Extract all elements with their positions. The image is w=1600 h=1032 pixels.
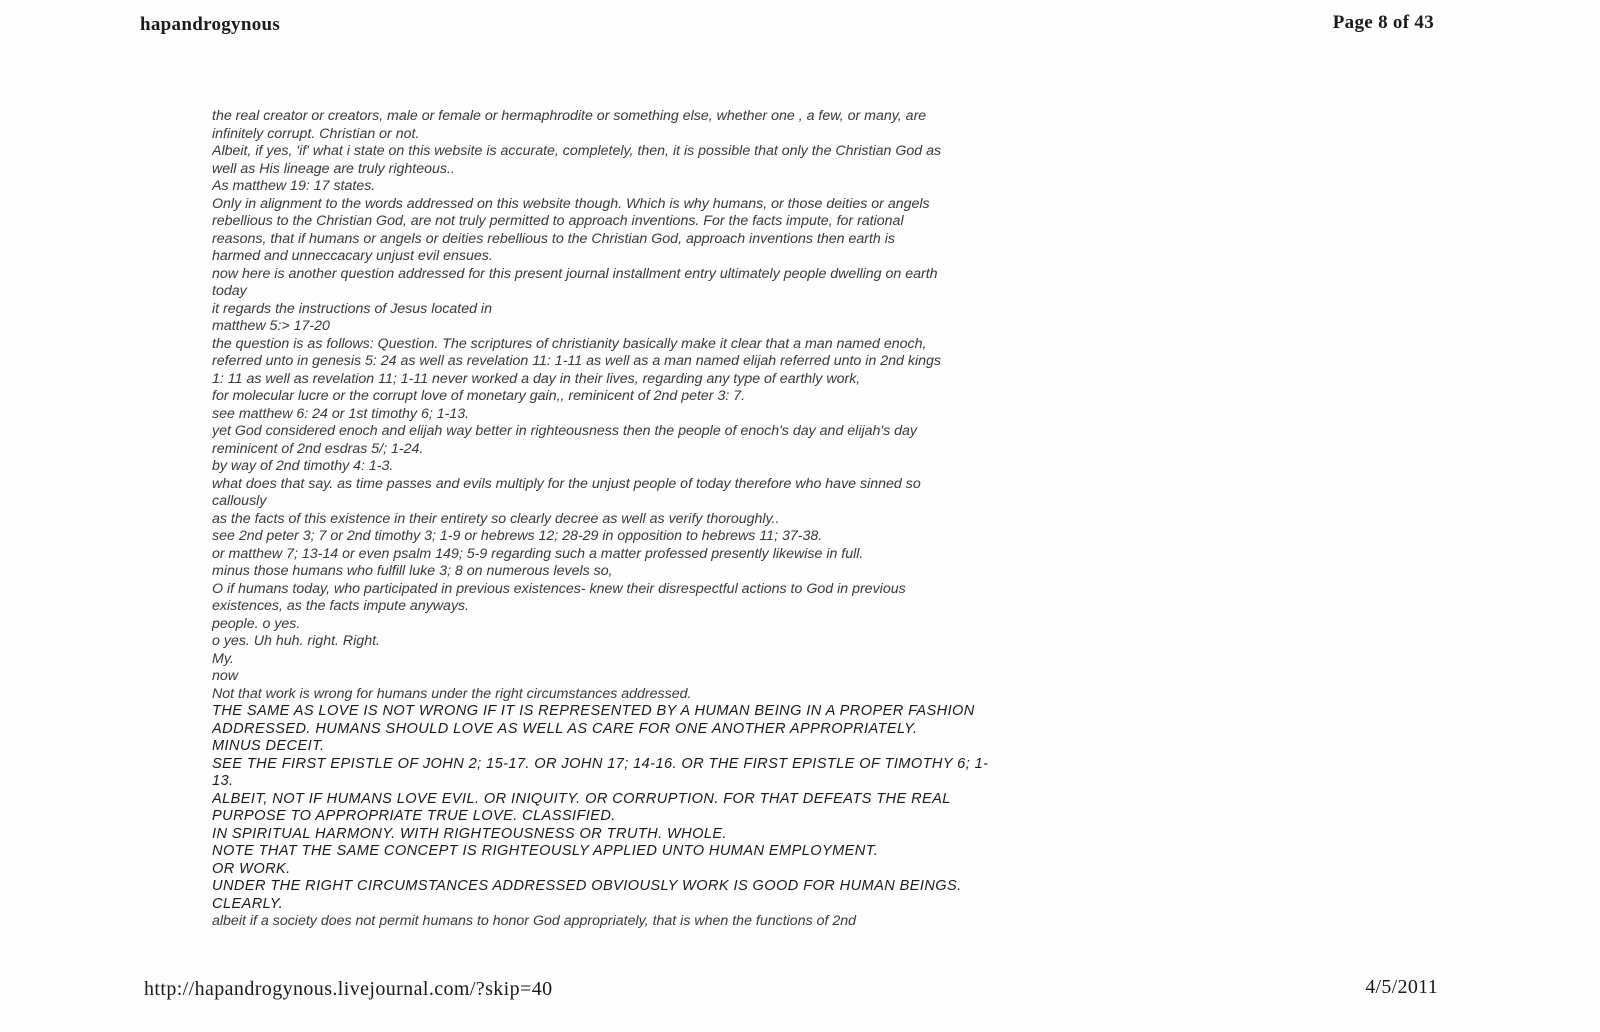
- body-line: see 2nd peter 3; 7 or 2nd timothy 3; 1-9 or hebrews 12; 28-29 in opposition to hebrews 11; 37-38.: [212, 528, 823, 544]
- body-caps-line: IN SPIRITUAL HARMONY. WITH RIGHTEOUSNESS OR TRUTH. WHOLE.: [212, 825, 727, 842]
- body-line: reasons, that if humans or angels or deities rebellious to the Christian God, approach inventions then earth is: [212, 230, 895, 247]
- body-line: the real creator or creators, male or female or hermaphrodite or something else, whether one , a few, or many, are: [212, 108, 927, 124]
- body-line: as the facts of this existence in their entirety so clearly decree as well as verify thoroughly..: [212, 510, 780, 527]
- body-line: the question is as follows: Question. The scriptures of christianity basically make it clear that a man named enoch,: [212, 335, 927, 352]
- header-site-name: hapandrogynous: [140, 14, 281, 35]
- body-line: by way of 2nd timothy 4: 1-3.: [212, 458, 394, 474]
- body-caps-line: 13.: [212, 773, 234, 789]
- body-caps-line: THE SAME AS LOVE IS NOT WRONG IF IT IS REPRESENTED BY A HUMAN BEING IN A PROPER FASHION: [212, 703, 975, 719]
- body-line: what does that say. as time passes and evils multiply for the unjust people of today therefore who have sinned so: [212, 475, 921, 492]
- body-line: reminicent of 2nd esdras 5/; 1-24.: [212, 440, 424, 457]
- body-line: referred unto in genesis 5: 24 as well as revelation 11: 1-11 as well as a man named elijah referred unto in 2nd kings: [212, 353, 941, 369]
- body-line: My.: [212, 650, 234, 667]
- body-line: Albeit, if yes, 'if' what i state on this website is accurate, completely, then, it is possible that only the Christian God as: [212, 143, 942, 159]
- body-line: today: [212, 283, 247, 299]
- body-line: existences, as the facts impute anyways.: [212, 598, 470, 614]
- body-line: now here is another question addressed for this present journal installment entry ultimately people dwelling on earth: [212, 265, 938, 282]
- body-line: Only in alignment to the words addressed on this website though. Which is why humans, or those deities or angels: [212, 195, 930, 212]
- body-line: infinitely corrupt. Christian or not.: [212, 125, 420, 142]
- body-line: rebellious to the Christian God, are not truly permitted to approach inventions. For the facts impute, for rational: [212, 213, 904, 229]
- body-line: o yes. Uh huh. right. Right.: [212, 633, 380, 649]
- body-line: well as His lineage are truly righteous..: [212, 160, 455, 177]
- body-line: minus those humans who fulfill luke 3; 8 on numerous levels so,: [212, 563, 613, 579]
- body-caps-line: UNDER THE RIGHT CIRCUMSTANCES ADDRESSED OBVIOUSLY WORK IS GOOD FOR HUMAN BEINGS.: [212, 878, 962, 894]
- body-caps-line: CLEARLY.: [212, 895, 284, 912]
- body-caps-line: PURPOSE TO APPROPRIATE TRUE LOVE. CLASSIFIED.: [212, 808, 616, 824]
- body-line: As matthew 19: 17 states.: [212, 178, 376, 194]
- body-line: O if humans today, who participated in previous existences- knew their disrespectful actions to God in previous: [212, 580, 906, 597]
- body-caps-line: ADDRESSED. HUMANS SHOULD LOVE AS WELL AS CARE FOR ONE ANOTHER APPROPRIATELY.: [212, 720, 918, 737]
- body-line: people. o yes.: [212, 615, 301, 632]
- body-caps-line: ALBEIT, NOT IF HUMANS LOVE EVIL. OR INIQUITY. OR CORRUPTION. FOR THAT DEFEATS THE REAL: [212, 790, 951, 807]
- body-caps-line: SEE THE FIRST EPISTLE OF JOHN 2; 15-17. OR JOHN 17; 14-16. OR THE FIRST EPISTLE OF TIMOTHY 6; 1-: [212, 755, 989, 772]
- body-line: yet God considered enoch and elijah way better in righteousness then the people of enoch's day and elijah's day: [212, 423, 918, 439]
- body-caps-line: MINUS DECEIT.: [212, 738, 325, 754]
- footer-url: http://hapandrogynous.livejournal.com/?skip=40: [144, 978, 553, 1000]
- header-page-number: Page 8 of 43: [1332, 12, 1434, 33]
- footer-date: 4/5/2011: [1365, 976, 1438, 998]
- journal-body: [212, 108, 1452, 931]
- body-line: Not that work is wrong for humans under the right circumstances addressed.: [212, 685, 692, 702]
- body-line: callously: [212, 493, 267, 509]
- body-last-line: albeit if a society does not permit humans to honor God appropriately, that is when the functions of 2nd: [212, 913, 857, 929]
- body-line: or matthew 7; 13-14 or even psalm 149; 5-9 regarding such a matter professed presently likewise in full.: [212, 545, 864, 562]
- body-line: for molecular lucre or the corrupt love of monetary gain,, reminicent of 2nd peter 3: 7.: [212, 388, 746, 404]
- body-line: it regards the instructions of Jesus located in: [212, 300, 492, 317]
- body-caps-line: NOTE THAT THE SAME CONCEPT IS RIGHTEOUSLY APPLIED UNTO HUMAN EMPLOYMENT.: [212, 843, 879, 859]
- body-caps-line: OR WORK.: [212, 860, 291, 877]
- body-line: 1: 11 as well as revelation 11; 1-11 never worked a day in their lives, regarding any type of earthly work,: [212, 370, 861, 387]
- body-line: matthew 5:> 17-20: [212, 318, 330, 334]
- body-line: harmed and unneccacary unjust evil ensues.: [212, 248, 493, 264]
- body-line: now: [212, 668, 239, 684]
- body-line: see matthew 6: 24 or 1st timothy 6; 1-13.: [212, 405, 470, 422]
